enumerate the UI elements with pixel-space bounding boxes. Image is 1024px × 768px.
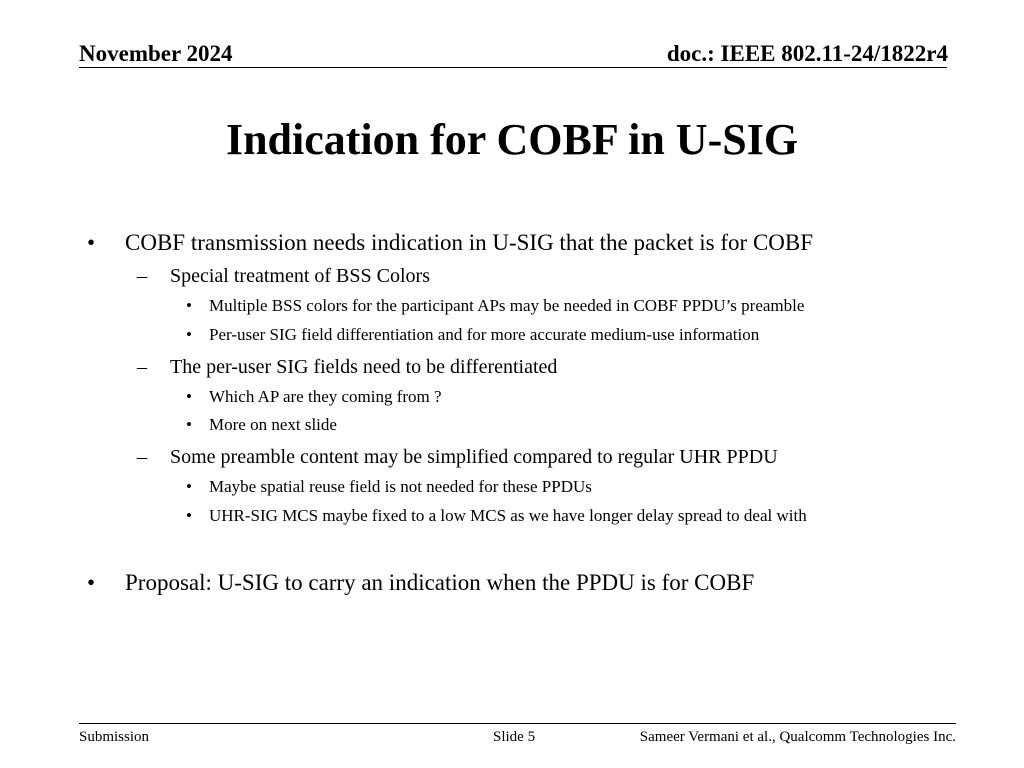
footer-slide-number: Slide 5 bbox=[493, 729, 536, 745]
bullet-marker: – bbox=[137, 265, 147, 287]
footer-author: Sameer Vermani et al., Qualcomm Technologies Inc. bbox=[639, 729, 956, 745]
bullet-marker: • bbox=[87, 570, 96, 595]
bullet-level2: Special treatment of BSS Colors bbox=[170, 265, 430, 287]
bullet-level3: Multiple BSS colors for the participant APs may be needed in COBF PPDU’s preamble bbox=[209, 296, 805, 315]
footer-divider bbox=[79, 723, 956, 724]
bullet-marker: • bbox=[186, 325, 192, 344]
bullet-level2: Some preamble content may be simplified compared to regular UHR PPDU bbox=[170, 446, 778, 468]
bullet-marker: • bbox=[186, 387, 192, 406]
bullet-level3: More on next slide bbox=[209, 415, 337, 434]
bullet-level3: Per-user SIG field differentiation and for more accurate medium-use information bbox=[209, 325, 760, 344]
bullet-marker: – bbox=[137, 446, 147, 468]
header-date: November 2024 bbox=[79, 41, 233, 66]
bullet-marker: • bbox=[87, 230, 96, 255]
bullet-level3: Which AP are they coming from ? bbox=[209, 387, 442, 406]
bullet-marker: • bbox=[186, 477, 192, 496]
bullet-marker: • bbox=[186, 296, 192, 315]
bullet-level3: UHR-SIG MCS maybe fixed to a low MCS as we have longer delay spread to deal with bbox=[209, 506, 807, 525]
bullet-level1: COBF transmission needs indication in U-SIG that the packet is for COBF bbox=[125, 230, 814, 255]
bullet-level3: Maybe spatial reuse field is not needed for these PPDUs bbox=[209, 477, 592, 496]
header-doc-number: doc.: IEEE 802.11-24/1822r4 bbox=[666, 41, 948, 66]
bullet-marker: – bbox=[137, 356, 147, 378]
bullet-level2: The per-user SIG fields need to be differentiated bbox=[170, 356, 558, 378]
slide-title: Indication for COBF in U-SIG bbox=[225, 115, 799, 164]
bullet-level1-proposal: Proposal: U-SIG to carry an indication when the PPDU is for COBF bbox=[125, 570, 755, 595]
bullet-marker: • bbox=[186, 415, 192, 434]
header-divider bbox=[79, 67, 947, 68]
bullet-marker: • bbox=[186, 506, 192, 525]
footer-submission: Submission bbox=[79, 729, 150, 745]
